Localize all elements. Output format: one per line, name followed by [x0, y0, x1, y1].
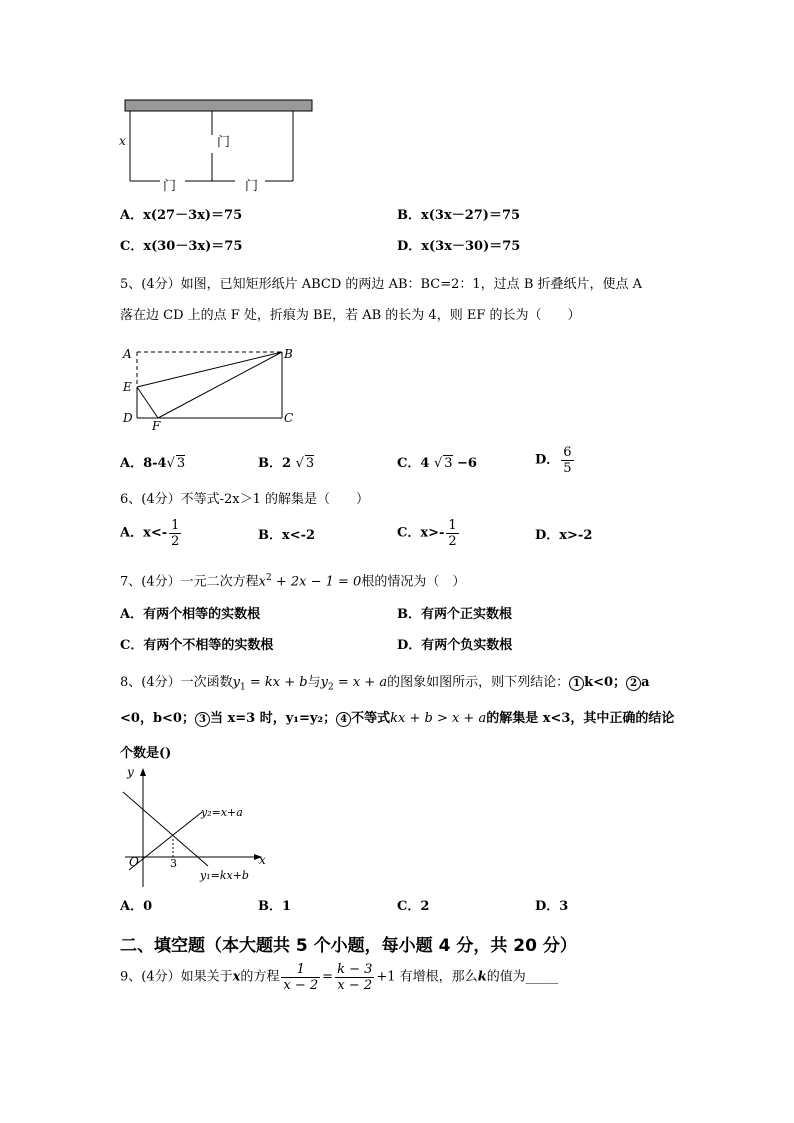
- q7-option-d: D．有两个负实数根: [397, 638, 513, 653]
- q7-option-a: A．有两个相等的实数根: [120, 607, 261, 622]
- q5-option-a: A．8-4√ 3: [120, 456, 186, 471]
- q8-stem-line2: <0，b<0； 3 当 x=3 时，y₁=y₂； 4 不等式kx + b > x + a的解集是 x<3，其中正确的结论: [120, 711, 675, 726]
- graph-x-three-label: 3: [170, 857, 177, 870]
- q8-stem-line1: 8、(4分）一次函数$y_1$ = kx + b与$y_2 = x + a$的图象如图所示，则下列结论： 1 k<0； 2 a: [120, 675, 650, 693]
- q4-option-d: D．x(3x－30)＝75: [397, 239, 521, 254]
- q7-option-c: C．有两个不相等的实数根: [120, 638, 274, 653]
- point-e-label: E: [123, 380, 132, 394]
- q9-stem: 9、(4分）如果关于x的方程 $\frac{1}{x - 2}$ = $\frac{k - 3}{x - 2}$ +1 有增根，那么k的值为_____: [120, 962, 559, 993]
- point-d-label: D: [123, 411, 133, 425]
- graph-origin-label: O: [129, 855, 139, 869]
- q5-stem-line2: 落在边 CD 上的点 F 处，折痕为 BE，若 AB 的长为 4，则 EF 的长为（ ）: [120, 308, 581, 323]
- section-heading: 二、填空题（本大题共 5 个小题，每小题 4 分，共 20 分）: [120, 936, 577, 956]
- q4-option-a: A．x(27－3x)＝75: [120, 208, 243, 223]
- q6-option-b: B．x<-2: [258, 528, 316, 543]
- door-label-right: 门: [245, 179, 259, 194]
- q8-option-c: C．2: [397, 899, 430, 914]
- q7-option-b: B．有两个正实数根: [397, 607, 513, 622]
- point-b-label: B: [284, 347, 293, 361]
- rectangle-fold-diagram: [130, 345, 290, 430]
- q5-option-c: C．4 √ 3 −6: [397, 456, 477, 471]
- point-f-label: F: [152, 419, 161, 433]
- q5-option-d: D． $\frac{6}{5}$: [535, 445, 572, 476]
- q8-stem-line3: 个数是(): [120, 746, 172, 761]
- q7-stem: 7、(4分）一元二次方程$x^2 + 2x - 1 = 0$根的情况为（ ）: [120, 573, 466, 590]
- door-label-left: 门: [163, 179, 177, 194]
- graph-y2-label: y₂=x+a: [201, 806, 243, 819]
- fence-x-label: x: [119, 134, 126, 148]
- door-label-middle: 门: [217, 135, 231, 150]
- q8-option-d: D．3: [535, 899, 569, 914]
- q8-option-a: A．0: [120, 899, 153, 914]
- q6-option-a: A．x<- $\frac{1}{2}$: [120, 518, 180, 549]
- linear-functions-graph: [115, 765, 275, 895]
- q4-option-c: C．x(30－3x)＝75: [120, 239, 243, 254]
- graph-y1-label: y₁=kx+b: [200, 869, 249, 882]
- graph-x-axis-label: x: [259, 853, 266, 867]
- q4-option-b: B．x(3x－27)＝75: [397, 208, 521, 223]
- q6-option-c: C．x>- $\frac{1}{2}$: [397, 518, 457, 549]
- point-a-label: A: [123, 347, 132, 361]
- q5-stem-line1: 5、(4分）如图，已知矩形纸片 ABCD 的两边 AB：BC=2：1，过点 B 折叠纸片，使点 A: [120, 277, 643, 292]
- q6-stem: 6、(4分）不等式-2x＞1 的解集是（ ）: [120, 492, 370, 507]
- q8-option-b: B．1: [258, 899, 292, 914]
- q5-option-b: B．2 √ 3: [258, 456, 315, 471]
- q6-option-d: D．x>-2: [535, 528, 593, 543]
- graph-y-axis-label: y: [127, 765, 134, 779]
- point-c-label: C: [284, 411, 294, 425]
